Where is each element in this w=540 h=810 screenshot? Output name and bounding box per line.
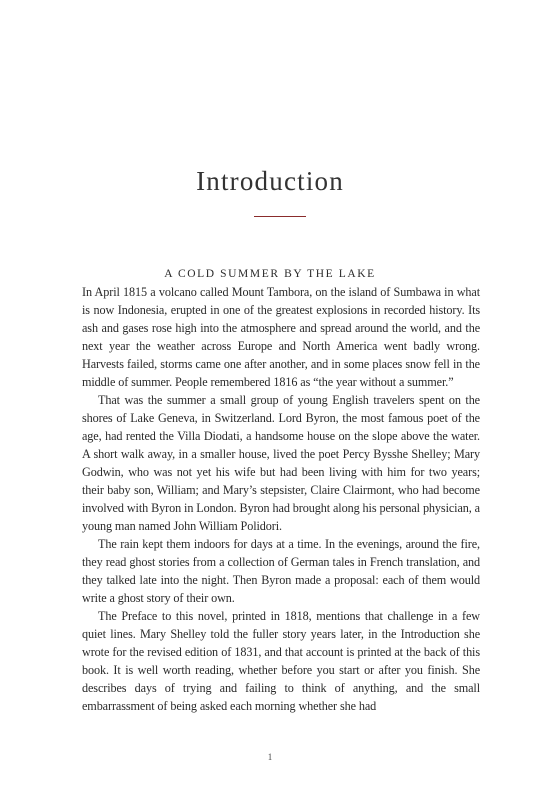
- paragraph: The rain kept them indoors for days at a time. In the evenings, around the fire, they read ghost stories from a collection of German tales in French translation, and they talked late into the night. Then Byron made a proposal: each of them would write a ghost story of their own.: [82, 537, 480, 605]
- paragraph: The Preface to this novel, printed in 1818, mentions that challenge in a few quiet lines. Mary Shelley told the fuller story years later, in the Introduction she wrote for the revised edition of 1831, and that account is printed at the back of this book. It is well worth reading, whether before you start or after you finish. She describes days of trying and failing to think of anything, and the small embarrassment of being asked each morning whether she had: [82, 609, 480, 713]
- title-divider: [254, 216, 306, 217]
- section-heading: A COLD SUMMER BY THE LAKE: [164, 268, 376, 280]
- chapter-title: Introduction: [196, 166, 344, 196]
- paragraph: In April 1815 a volcano called Mount Tambora, on the island of Sumbawa in what is now Indonesia, erupted in one of the greatest explosions in recorded history. Its ash and gases rose high into the atmosphere and spread around the world, and the next year the weather across Europe and North America went badly wrong. Harvests failed, storms came one after another, and in some places snow fell in the middle of summer. People remembered 1816 as “the year without a summer.”: [82, 285, 480, 389]
- body-text: [82, 283, 480, 715]
- page-number: 1: [267, 752, 273, 762]
- paragraph: That was the summer a small group of young English travelers spent on the shores of Lake Geneva, in Switzerland. Lord Byron, the most famous poet of the age, had rented the Villa Diodati, a handsome house on the slope above the water. A short walk away, in a smaller house, lived the poet Percy Bysshe Shelley; Mary Godwin, who was not yet his wife but had been living with him for two years; their baby son, William; and Mary’s stepsister, Claire Clairmont, who had become involved with Byron in London. Byron had brought along his personal physician, a young man named John William Polidori.: [82, 393, 480, 533]
